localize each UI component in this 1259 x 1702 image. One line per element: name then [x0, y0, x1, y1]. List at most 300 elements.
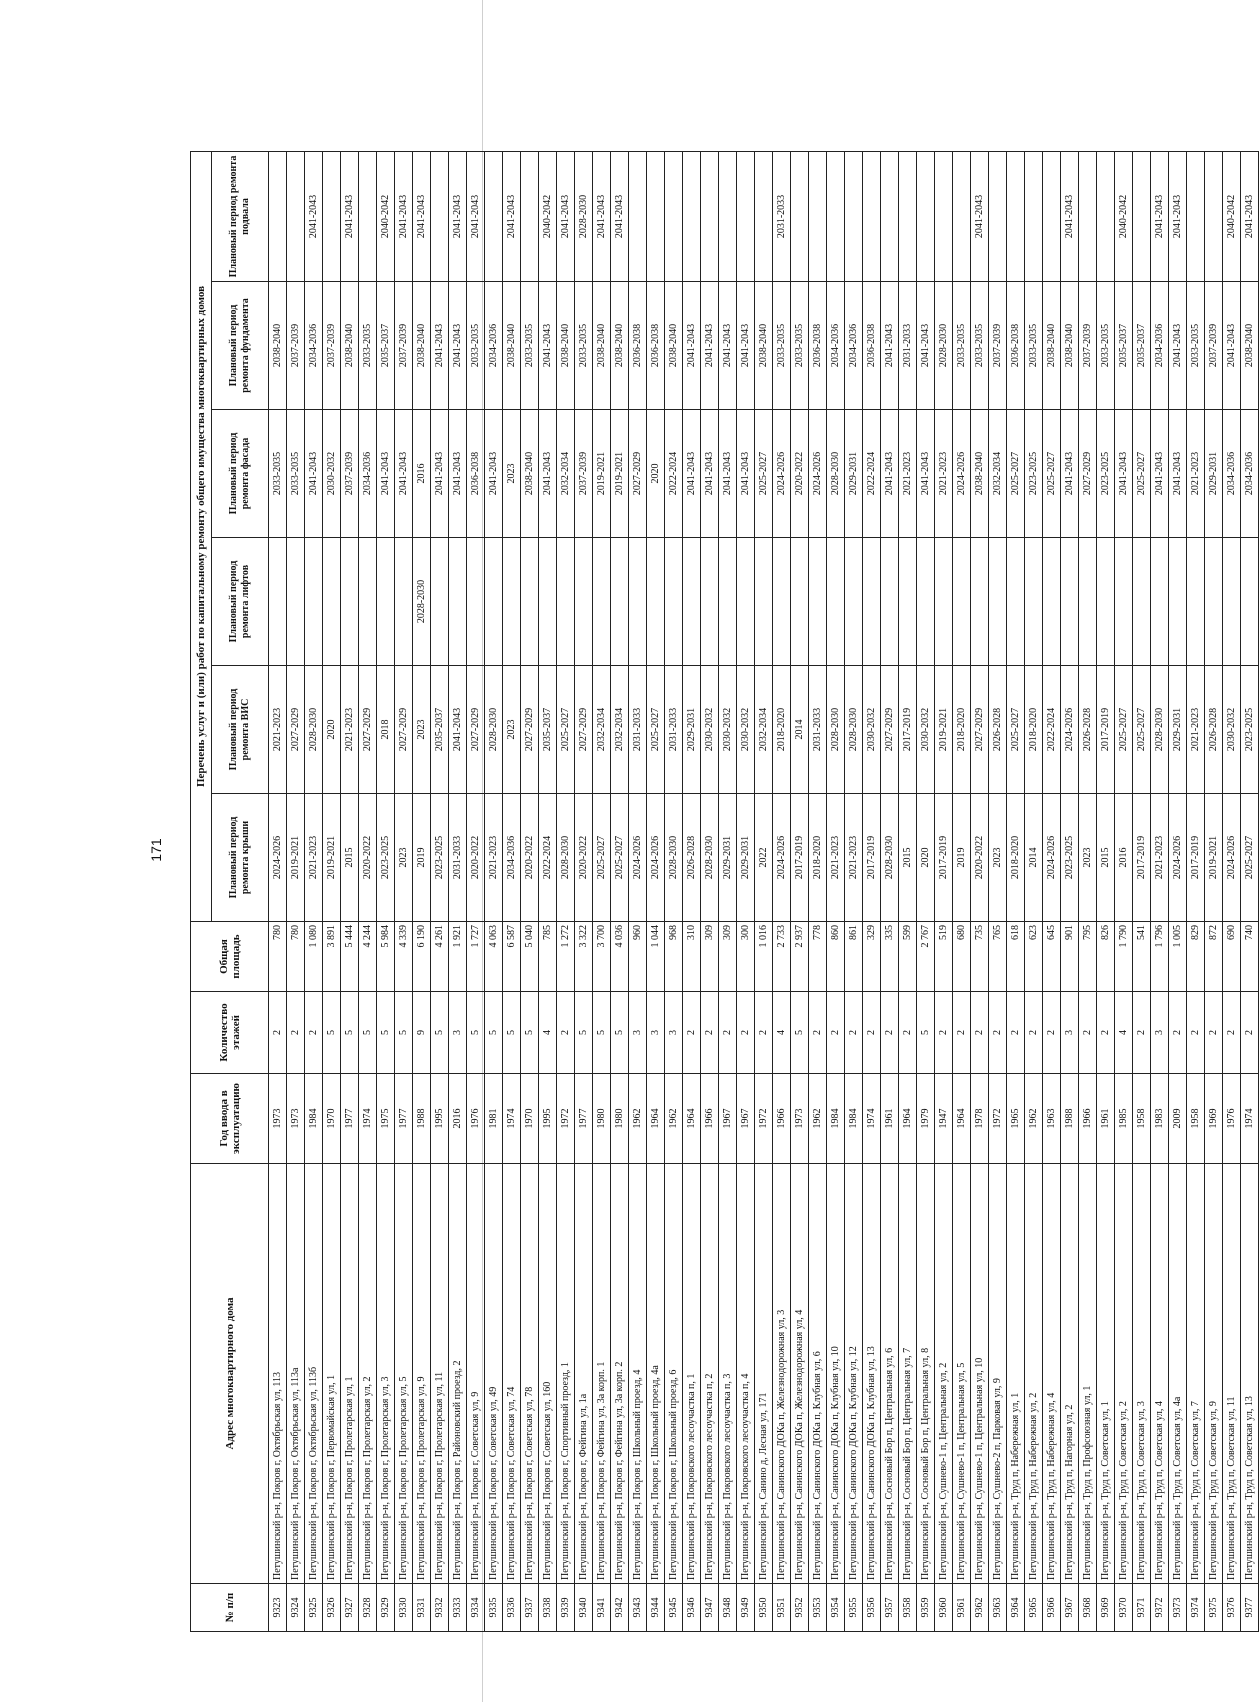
basement-period-cell: 2040-2042	[1115, 151, 1133, 281]
area-cell: 740	[1241, 922, 1259, 992]
roof-period-cell: 2028-2030	[701, 794, 719, 922]
address-cell: Петушинский р-н, Сушнево-2 п, Парковая ул, 9	[989, 1164, 1007, 1584]
area-cell: 4 244	[359, 922, 377, 992]
table-row	[701, 151, 719, 1631]
table-row	[773, 151, 791, 1631]
foundation-period-cell: 2033-2035	[773, 282, 791, 410]
basement-period-cell	[899, 151, 917, 281]
floors-cell: 2	[845, 992, 863, 1074]
year-cell: 1972	[989, 1074, 1007, 1164]
facade-period-cell: 2021-2023	[1187, 410, 1205, 538]
facade-period-cell: 2041-2043	[1169, 410, 1187, 538]
floors-cell: 2	[1223, 992, 1241, 1074]
lift-period-cell	[827, 538, 845, 666]
roof-period-cell: 2015	[341, 794, 359, 922]
floors-cell: 2	[1025, 992, 1043, 1074]
address-cell: Петушинский р-н, Сосновый Бор п, Центральная ул, 6	[881, 1164, 899, 1584]
address-cell: Петушинский р-н, Покров г, Октябрьская ул, 113	[269, 1164, 287, 1584]
floors-cell: 2	[1205, 992, 1223, 1074]
table-row	[989, 151, 1007, 1631]
basement-period-cell	[1205, 151, 1223, 281]
area-cell: 645	[1043, 922, 1061, 992]
foundation-period-cell: 2037-2039	[1205, 282, 1223, 410]
lift-period-cell	[1241, 538, 1259, 666]
year-cell: 1976	[1223, 1074, 1241, 1164]
area-cell: 6 190	[413, 922, 431, 992]
facade-period-cell: 2023	[503, 410, 521, 538]
foundation-period-cell: 2038-2040	[413, 282, 431, 410]
table-row	[899, 151, 917, 1631]
year-cell: 1973	[287, 1074, 305, 1164]
foundation-period-cell: 2034-2036	[305, 282, 323, 410]
lift-period-cell	[629, 538, 647, 666]
lift-period-cell	[791, 538, 809, 666]
row-num-cell: 9327	[341, 1584, 359, 1632]
table-row	[1115, 151, 1133, 1631]
foundation-period-cell: 2038-2040	[755, 282, 773, 410]
address-cell: Петушинский р-н, Труд п, Набережная ул, 2	[1025, 1164, 1043, 1584]
foundation-period-cell: 2031-2033	[899, 282, 917, 410]
roof-period-cell: 2024-2026	[1223, 794, 1241, 922]
lift-period-cell	[305, 538, 323, 666]
row-num-cell: 9365	[1025, 1584, 1043, 1632]
basement-period-cell	[989, 151, 1007, 281]
vis-period-cell: 2026-2028	[1079, 666, 1097, 794]
table-row	[845, 151, 863, 1631]
basement-period-cell	[737, 151, 755, 281]
vis-period-cell: 2030-2032	[863, 666, 881, 794]
lift-period-cell	[1007, 538, 1025, 666]
basement-period-cell	[1187, 151, 1205, 281]
address-cell: Петушинский р-н, Санинского ДОКа п, Клубная ул, 10	[827, 1164, 845, 1584]
address-cell: Петушинский р-н, Покров г, Советская ул, 160	[539, 1164, 557, 1584]
basement-period-cell	[935, 151, 953, 281]
lift-period-cell	[593, 538, 611, 666]
vis-period-cell: 2028-2030	[845, 666, 863, 794]
vis-period-cell: 2031-2033	[809, 666, 827, 794]
year-cell: 1974	[863, 1074, 881, 1164]
row-num-cell: 9377	[1241, 1584, 1259, 1632]
area-cell: 1 272	[557, 922, 575, 992]
table-row	[971, 151, 989, 1631]
facade-period-cell: 2041-2043	[485, 410, 503, 538]
floors-cell: 2	[557, 992, 575, 1074]
lift-period-cell	[323, 538, 341, 666]
year-cell: 1984	[305, 1074, 323, 1164]
vis-period-cell: 2035-2037	[431, 666, 449, 794]
facade-period-cell: 2022-2024	[863, 410, 881, 538]
lift-period-cell	[935, 538, 953, 666]
table-row	[377, 151, 395, 1631]
foundation-period-cell: 2041-2043	[719, 282, 737, 410]
facade-period-cell: 2028-2030	[827, 410, 845, 538]
area-cell: 599	[899, 922, 917, 992]
lift-period-cell	[1097, 538, 1115, 666]
table-row	[791, 151, 809, 1631]
area-cell: 765	[989, 922, 1007, 992]
area-cell: 785	[539, 922, 557, 992]
basement-period-cell: 2041-2043	[1241, 151, 1259, 281]
row-num-cell: 9375	[1205, 1584, 1223, 1632]
roof-period-cell: 2020	[917, 794, 935, 922]
header-area: Общая площадь	[191, 922, 269, 992]
row-num-cell: 9353	[809, 1584, 827, 1632]
row-num-cell: 9367	[1061, 1584, 1079, 1632]
basement-period-cell	[647, 151, 665, 281]
row-num-cell: 9372	[1151, 1584, 1169, 1632]
lift-period-cell	[287, 538, 305, 666]
table-row	[269, 151, 287, 1631]
table-row	[341, 151, 359, 1631]
foundation-period-cell: 2034-2036	[485, 282, 503, 410]
address-cell: Петушинский р-н, Покров г, Пролетарская ул, 3	[377, 1164, 395, 1584]
foundation-period-cell: 2035-2037	[1115, 282, 1133, 410]
roof-period-cell: 2023	[1079, 794, 1097, 922]
facade-period-cell: 2022-2024	[665, 410, 683, 538]
foundation-period-cell: 2037-2039	[1079, 282, 1097, 410]
table-row	[665, 151, 683, 1631]
area-cell: 1 016	[755, 922, 773, 992]
address-cell: Петушинский р-н, Покров г, Советская ул, 78	[521, 1164, 539, 1584]
facade-period-cell: 2025-2027	[1007, 410, 1025, 538]
table-row	[863, 151, 881, 1631]
facade-period-cell: 2041-2043	[701, 410, 719, 538]
year-cell: 1977	[395, 1074, 413, 1164]
vis-period-cell: 2027-2029	[881, 666, 899, 794]
area-cell: 1 080	[305, 922, 323, 992]
vis-period-cell: 2031-2033	[629, 666, 647, 794]
area-cell: 680	[953, 922, 971, 992]
roof-period-cell: 2029-2031	[719, 794, 737, 922]
facade-period-cell: 2027-2029	[1079, 410, 1097, 538]
roof-period-cell: 2021-2023	[305, 794, 323, 922]
foundation-period-cell: 2036-2038	[809, 282, 827, 410]
year-cell: 1984	[845, 1074, 863, 1164]
foundation-period-cell: 2041-2043	[881, 282, 899, 410]
year-cell: 1980	[611, 1074, 629, 1164]
address-cell: Петушинский р-н, Санинского ДОКа п, Клубная ул, 12	[845, 1164, 863, 1584]
address-cell: Петушинский р-н, Труд п, Профсоюзная ул, 1	[1079, 1164, 1097, 1584]
basement-period-cell: 2040-2042	[377, 151, 395, 281]
area-cell: 3 700	[593, 922, 611, 992]
lift-period-cell	[773, 538, 791, 666]
address-cell: Петушинский р-н, Труд п, Набережная ул, 4	[1043, 1164, 1061, 1584]
vis-period-cell: 2023	[413, 666, 431, 794]
floors-cell: 2	[1079, 992, 1097, 1074]
area-cell: 3 322	[575, 922, 593, 992]
lift-period-cell	[1025, 538, 1043, 666]
row-num-cell: 9328	[359, 1584, 377, 1632]
year-cell: 1974	[1241, 1074, 1259, 1164]
address-cell: Петушинский р-н, Покровского лесоучастка п, 1	[683, 1164, 701, 1584]
table-row	[521, 151, 539, 1631]
row-num-cell: 9361	[953, 1584, 971, 1632]
lift-period-cell	[809, 538, 827, 666]
floors-cell: 3	[647, 992, 665, 1074]
lift-period-cell	[1043, 538, 1061, 666]
roof-period-cell: 2024-2026	[269, 794, 287, 922]
basement-period-cell	[323, 151, 341, 281]
vis-period-cell: 2031-2033	[665, 666, 683, 794]
area-cell: 861	[845, 922, 863, 992]
year-cell: 2016	[449, 1074, 467, 1164]
roof-period-cell: 2021-2023	[1151, 794, 1169, 922]
facade-period-cell: 2041-2043	[377, 410, 395, 538]
table-row	[449, 151, 467, 1631]
basement-period-cell	[1079, 151, 1097, 281]
floors-cell: 2	[827, 992, 845, 1074]
table-row	[827, 151, 845, 1631]
facade-period-cell: 2020-2022	[791, 410, 809, 538]
facade-period-cell: 2024-2026	[953, 410, 971, 538]
area-cell: 519	[935, 922, 953, 992]
foundation-period-cell: 2033-2035	[1097, 282, 1115, 410]
row-num-cell: 9337	[521, 1584, 539, 1632]
basement-period-cell	[1133, 151, 1151, 281]
lift-period-cell	[611, 538, 629, 666]
roof-period-cell: 2028-2030	[665, 794, 683, 922]
year-cell: 1981	[485, 1074, 503, 1164]
lift-period-cell	[1079, 538, 1097, 666]
lift-period-cell	[359, 538, 377, 666]
table-row	[485, 151, 503, 1631]
basement-period-cell	[521, 151, 539, 281]
roof-period-cell: 2020-2022	[359, 794, 377, 922]
row-num-cell: 9355	[845, 1584, 863, 1632]
row-num-cell: 9347	[701, 1584, 719, 1632]
area-cell: 5 040	[521, 922, 539, 992]
foundation-period-cell: 2033-2035	[521, 282, 539, 410]
vis-period-cell: 2041-2043	[449, 666, 467, 794]
year-cell: 1983	[1151, 1074, 1169, 1164]
facade-period-cell: 2034-2036	[1223, 410, 1241, 538]
foundation-period-cell: 2034-2036	[1151, 282, 1169, 410]
vis-period-cell: 2025-2027	[647, 666, 665, 794]
roof-period-cell: 2019-2021	[1205, 794, 1223, 922]
floors-cell: 2	[305, 992, 323, 1074]
vis-period-cell: 2027-2029	[287, 666, 305, 794]
roof-period-cell: 2034-2036	[503, 794, 521, 922]
row-num-cell: 9335	[485, 1584, 503, 1632]
header-facade: Плановый период ремонта фасада	[212, 410, 269, 538]
row-num-cell: 9362	[971, 1584, 989, 1632]
vis-period-cell: 2027-2029	[521, 666, 539, 794]
floors-cell: 5	[431, 992, 449, 1074]
vis-period-cell: 2032-2034	[755, 666, 773, 794]
vis-period-cell: 2027-2029	[395, 666, 413, 794]
vis-period-cell: 2030-2032	[917, 666, 935, 794]
roof-period-cell: 2018-2020	[1007, 794, 1025, 922]
table-row	[647, 151, 665, 1631]
area-cell: 6 587	[503, 922, 521, 992]
basement-period-cell	[1025, 151, 1043, 281]
basement-period-cell: 2040-2042	[539, 151, 557, 281]
address-cell: Петушинский р-н, Труд п, Советская ул, 4	[1151, 1164, 1169, 1584]
table-row	[1187, 151, 1205, 1631]
foundation-period-cell: 2041-2043	[1169, 282, 1187, 410]
basement-period-cell	[1007, 151, 1025, 281]
vis-period-cell: 2029-2031	[683, 666, 701, 794]
foundation-period-cell: 2028-2030	[935, 282, 953, 410]
floors-cell: 2	[1169, 992, 1187, 1074]
vis-period-cell: 2019-2021	[935, 666, 953, 794]
row-num-cell: 9348	[719, 1584, 737, 1632]
year-cell: 1995	[431, 1074, 449, 1164]
table-row	[413, 151, 431, 1631]
floors-cell: 5	[917, 992, 935, 1074]
basement-period-cell	[629, 151, 647, 281]
vis-period-cell: 2020	[323, 666, 341, 794]
table-row	[467, 151, 485, 1631]
area-cell: 901	[1061, 922, 1079, 992]
facade-period-cell: 2041-2043	[719, 410, 737, 538]
foundation-period-cell: 2033-2035	[1025, 282, 1043, 410]
address-cell: Петушинский р-н, Покров г, Школьный проезд, 4	[629, 1164, 647, 1584]
basement-period-cell	[719, 151, 737, 281]
roof-period-cell: 2015	[1097, 794, 1115, 922]
address-cell: Петушинский р-н, Покров г, Пролетарская ул, 5	[395, 1164, 413, 1584]
roof-period-cell: 2017-2019	[791, 794, 809, 922]
foundation-period-cell: 2038-2040	[1043, 282, 1061, 410]
basement-period-cell	[845, 151, 863, 281]
vis-period-cell: 2023	[503, 666, 521, 794]
foundation-period-cell: 2033-2035	[467, 282, 485, 410]
roof-period-cell: 2028-2030	[557, 794, 575, 922]
roof-period-cell: 2019-2021	[323, 794, 341, 922]
year-cell: 1961	[881, 1074, 899, 1164]
row-num-cell: 9363	[989, 1584, 1007, 1632]
address-cell: Петушинский р-н, Покров г, Пролетарская ул, 9	[413, 1164, 431, 1584]
lift-period-cell	[863, 538, 881, 666]
table-row	[1061, 151, 1079, 1631]
floors-cell: 2	[719, 992, 737, 1074]
facade-period-cell: 2041-2043	[737, 410, 755, 538]
facade-period-cell: 2036-2038	[467, 410, 485, 538]
roof-period-cell: 2019-2021	[287, 794, 305, 922]
facade-period-cell: 2037-2039	[341, 410, 359, 538]
lift-period-cell	[845, 538, 863, 666]
foundation-period-cell: 2038-2040	[503, 282, 521, 410]
facade-period-cell: 2023-2025	[1025, 410, 1043, 538]
year-cell: 1975	[377, 1074, 395, 1164]
header-year: Год ввода в эксплуатацию	[191, 1074, 269, 1164]
area-cell: 829	[1187, 922, 1205, 992]
lift-period-cell	[521, 538, 539, 666]
year-cell: 1947	[935, 1074, 953, 1164]
table-row	[611, 151, 629, 1631]
roof-period-cell: 2023-2025	[1061, 794, 1079, 922]
foundation-period-cell: 2038-2040	[341, 282, 359, 410]
year-cell: 1961	[1097, 1074, 1115, 1164]
basement-period-cell: 2041-2043	[557, 151, 575, 281]
vis-period-cell: 2030-2032	[701, 666, 719, 794]
roof-period-cell: 2024-2026	[647, 794, 665, 922]
address-cell: Петушинский р-н, Покров г, Районовский проезд, 2	[449, 1164, 467, 1584]
row-num-cell: 9340	[575, 1584, 593, 1632]
year-cell: 1964	[899, 1074, 917, 1164]
year-cell: 1966	[701, 1074, 719, 1164]
roof-period-cell: 2015	[899, 794, 917, 922]
table-row	[935, 151, 953, 1631]
area-cell: 780	[269, 922, 287, 992]
table-row	[503, 151, 521, 1631]
vis-period-cell: 2027-2029	[575, 666, 593, 794]
roof-period-cell: 2023	[989, 794, 1007, 922]
roof-period-cell: 2017-2019	[863, 794, 881, 922]
area-cell: 795	[1079, 922, 1097, 992]
foundation-period-cell: 2036-2038	[1007, 282, 1025, 410]
table-row	[557, 151, 575, 1631]
row-num-cell: 9330	[395, 1584, 413, 1632]
address-cell: Петушинский р-н, Покровского лесоучастка п, 2	[701, 1164, 719, 1584]
row-num-cell: 9329	[377, 1584, 395, 1632]
row-num-cell: 9374	[1187, 1584, 1205, 1632]
area-cell: 1 044	[647, 922, 665, 992]
facade-period-cell: 2029-2031	[845, 410, 863, 538]
vis-period-cell: 2017-2019	[899, 666, 917, 794]
year-cell: 1970	[323, 1074, 341, 1164]
vis-period-cell: 2028-2030	[305, 666, 323, 794]
address-cell: Петушинский р-н, Покров г, Советская ул, 49	[485, 1164, 503, 1584]
floors-cell: 5	[791, 992, 809, 1074]
address-cell: Петушинский р-н, Покров г, Пролетарская ул, 2	[359, 1164, 377, 1584]
address-cell: Петушинский р-н, Покров г, Октябрьская ул, 113б	[305, 1164, 323, 1584]
lift-period-cell: 2028-2030	[413, 538, 431, 666]
row-num-cell: 9333	[449, 1584, 467, 1632]
floors-cell: 5	[467, 992, 485, 1074]
facade-period-cell: 2032-2034	[557, 410, 575, 538]
row-num-cell: 9359	[917, 1584, 935, 1632]
year-cell: 1958	[1187, 1074, 1205, 1164]
table-body	[269, 151, 1259, 1631]
basement-period-cell	[431, 151, 449, 281]
floors-cell: 3	[1061, 992, 1079, 1074]
basement-period-cell: 2041-2043	[467, 151, 485, 281]
facade-period-cell: 2025-2027	[755, 410, 773, 538]
basement-period-cell: 2041-2043	[395, 151, 413, 281]
lift-period-cell	[899, 538, 917, 666]
address-cell: Петушинский р-н, Санинского ДОКа п, Железнодорожная ул, 4	[791, 1164, 809, 1584]
vis-period-cell: 2025-2027	[1115, 666, 1133, 794]
foundation-period-cell: 2034-2036	[845, 282, 863, 410]
row-num-cell: 9349	[737, 1584, 755, 1632]
table-row	[305, 151, 323, 1631]
roof-period-cell: 2024-2026	[1169, 794, 1187, 922]
floors-cell: 2	[989, 992, 1007, 1074]
roof-period-cell: 2023	[395, 794, 413, 922]
floors-cell: 5	[359, 992, 377, 1074]
row-num-cell: 9370	[1115, 1584, 1133, 1632]
lift-period-cell	[719, 538, 737, 666]
foundation-period-cell: 2038-2040	[593, 282, 611, 410]
roof-period-cell: 2021-2023	[845, 794, 863, 922]
header-works-group: Перечень услуг и (или) работ по капитальному ремонту общего имущества многоквартирных домов	[191, 151, 212, 921]
floors-cell: 4	[773, 992, 791, 1074]
vis-period-cell: 2030-2032	[737, 666, 755, 794]
roof-period-cell: 2020-2022	[971, 794, 989, 922]
area-cell: 335	[881, 922, 899, 992]
header-address: Адрес многоквартирного дома	[191, 1164, 269, 1584]
floors-cell: 2	[737, 992, 755, 1074]
table-row	[359, 151, 377, 1631]
year-cell: 1988	[1061, 1074, 1079, 1164]
facade-period-cell: 2033-2035	[287, 410, 305, 538]
basement-period-cell	[809, 151, 827, 281]
rotated-page	[190, 152, 1255, 1632]
header-lift: Плановый период ремонта лифтов	[212, 538, 269, 666]
row-num-cell: 9332	[431, 1584, 449, 1632]
lift-period-cell	[1205, 538, 1223, 666]
